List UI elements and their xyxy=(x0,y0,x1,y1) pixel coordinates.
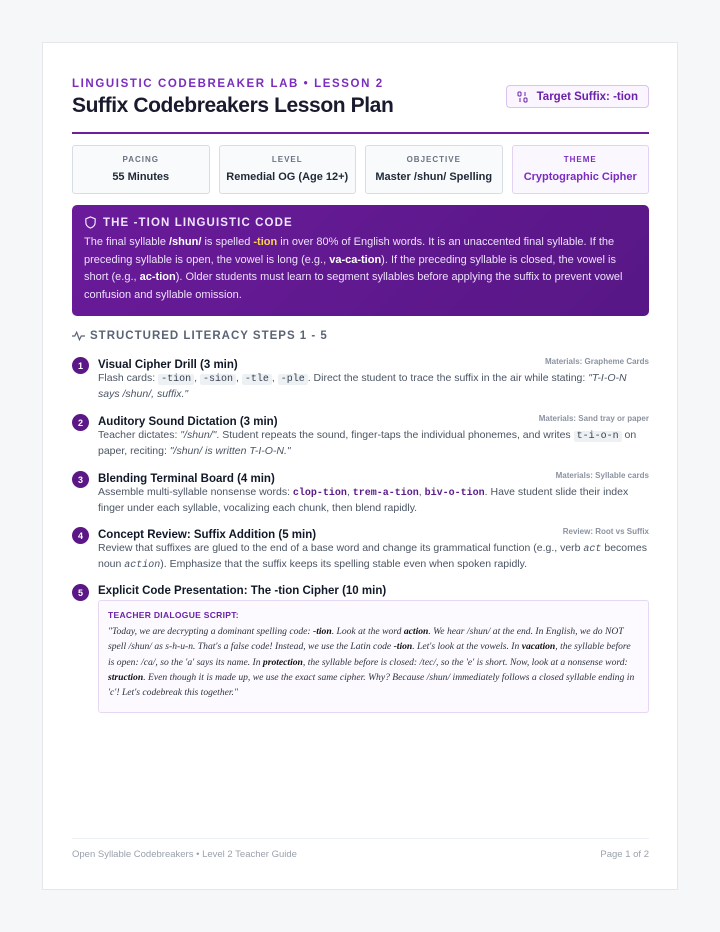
step-text: . Student repeats the sound, finger-taps the individual phonemes, and writes xyxy=(216,429,574,441)
meta-value: Remedial OG (Age 12+) xyxy=(226,171,349,183)
step-text: ). Emphasize that the suffix keeps its spelling stable even when spoken rapidly. xyxy=(160,558,528,570)
meta-card-level xyxy=(219,145,357,194)
step-body xyxy=(98,485,649,516)
callout-vacation: va-ca-tion xyxy=(329,253,382,266)
dialogue-emphasis: struction xyxy=(108,671,144,683)
callout-text: is spelled xyxy=(201,236,254,248)
step-number: 5 xyxy=(72,584,89,601)
shield-icon xyxy=(84,216,97,229)
callout-text: ). If the preceding syllable is closed, the vowel is short (e.g., xyxy=(84,253,616,283)
nonsense-word: trem-a-tion xyxy=(352,488,419,499)
step-4 xyxy=(72,525,649,569)
meta-label: THEME xyxy=(563,155,597,164)
step-3 xyxy=(72,469,649,513)
steps-heading-label: STRUCTURED LITERACY STEPS 1 - 5 xyxy=(90,330,328,342)
meta-card-pacing xyxy=(72,145,210,194)
step-materials: Review: Root vs Suffix xyxy=(562,527,649,536)
step-text: Review that suffixes are glued to the end of a base word and change its grammatical function (e.g., verb xyxy=(98,542,584,554)
step-quote: "/shun/" xyxy=(180,429,217,441)
callout-text: in over 80% of English words. It is an unaccented final syllable. If the preceding syllable is open, the vowel is long (e.g., xyxy=(84,236,615,266)
step-header xyxy=(98,581,649,597)
step-title: Blending Terminal Board (4 min) xyxy=(98,473,275,485)
meta-label: OBJECTIVE xyxy=(406,155,461,164)
step-5 xyxy=(72,581,649,721)
spelling-chip: t-i-o-n xyxy=(574,431,622,442)
dialogue-text: , the syllable before is closed: /tec/, so the 'e' is short. Now, look at a nonsense word: xyxy=(302,656,628,668)
step-text: . Direct the student to trace the suffix in the air while stating: xyxy=(307,372,589,384)
callout-heading: THE -TION LINGUISTIC CODE xyxy=(103,216,293,229)
dialogue-text: . Even though it is made up, we use the exact same cipher. Why? Because /shun/ immediately follows a closed syllable ending in 'c'! Let's codebreak this together." xyxy=(108,671,635,699)
step-text: on paper, reciting: xyxy=(98,429,637,457)
step-2 xyxy=(72,412,649,456)
step-materials: Materials: Grapheme Cards xyxy=(544,357,649,366)
steps-section-heading xyxy=(72,330,328,342)
target-suffix-label: Target Suffix: -tion xyxy=(536,90,638,103)
nonsense-word: clop-tion xyxy=(292,488,347,499)
step-text: Teacher dictates: xyxy=(98,429,181,441)
header-divider xyxy=(72,132,649,134)
separator: , xyxy=(346,486,353,498)
page-title: Suffix Codebreakers Lesson Plan xyxy=(72,94,394,117)
callout-heading-row xyxy=(84,216,637,229)
step-quote: "/shun/ is written T-I-O-N." xyxy=(169,445,291,457)
step-body xyxy=(98,541,649,573)
step-number: 1 xyxy=(72,357,89,374)
step-body xyxy=(98,428,649,459)
dialogue-emphasis: -tion xyxy=(313,626,332,637)
footer-guide-title: Open Syllable Codebreakers • Level 2 Teacher Guide xyxy=(72,849,297,860)
step-title: Concept Review: Suffix Addition (5 min) xyxy=(98,529,317,541)
dialogue-text: . Look at the word xyxy=(331,626,404,637)
meta-label: PACING xyxy=(122,155,160,164)
step-number: 4 xyxy=(72,527,89,544)
separator: , xyxy=(194,372,200,384)
dialogue-text: . We hear /shun/ at the end. In English, we do NOT spell /shun/ as s-h-u-n. That's a false code! Instead, we use the Latin code xyxy=(108,626,624,653)
dialogue-emphasis: protection xyxy=(262,656,303,668)
step-materials: Materials: Syllable cards xyxy=(555,471,649,480)
step-quote: "T-I-O-N says /shun/, suffix." xyxy=(98,372,627,400)
binary-code-icon xyxy=(517,91,529,103)
suffix-chip: -ple xyxy=(278,374,308,385)
suffix-chip: -sion xyxy=(200,374,236,385)
callout-text: ). Older students must learn to segment syllables before applying the suffix to prevent vowel confusion and syllable omission. xyxy=(84,271,623,301)
step-body xyxy=(98,371,649,402)
suffix-chip: -tle xyxy=(242,374,272,385)
target-suffix-badge xyxy=(506,85,649,108)
page-number: Page 1 of 2 xyxy=(600,849,649,860)
dialogue-emphasis: vacation xyxy=(521,641,556,653)
step-header xyxy=(98,525,649,541)
nonsense-word: biv-o-tion xyxy=(424,488,485,499)
suffix-chip: -tion xyxy=(158,374,194,385)
separator: , xyxy=(418,486,425,498)
separator: , xyxy=(235,372,242,384)
step-header xyxy=(98,412,649,428)
example-word: action xyxy=(124,560,161,571)
meta-card-theme xyxy=(512,145,650,194)
dialogue-script xyxy=(108,624,639,700)
dialogue-text: , the syllable before is open: /ca/, so the 'a' says its name. In xyxy=(108,641,631,668)
teacher-dialogue-box xyxy=(98,600,649,713)
tion-code-callout xyxy=(72,205,649,316)
separator: , xyxy=(271,372,278,384)
lesson-eyebrow: LINGUISTIC CODEBREAKER LAB • LESSON 2 xyxy=(72,78,384,90)
step-text: . Have student slide their index finger under each syllable, vocalizing each chunk, then blend rapidly. xyxy=(98,486,629,514)
step-1 xyxy=(72,355,649,399)
step-text: Flash cards: xyxy=(98,372,159,384)
meta-card-objective xyxy=(365,145,503,194)
pulse-icon xyxy=(72,330,85,342)
callout-action: ac-tion xyxy=(139,271,176,283)
step-title: Auditory Sound Dictation (3 min) xyxy=(98,416,278,428)
callout-body xyxy=(84,234,637,304)
example-word: act xyxy=(583,544,602,555)
step-header xyxy=(98,355,649,371)
meta-label: LEVEL xyxy=(271,155,303,164)
dialogue-label: TEACHER DIALOGUE SCRIPT: xyxy=(108,610,239,620)
page-content xyxy=(72,43,649,889)
callout-text: The final syllable xyxy=(84,236,169,248)
step-title: Explicit Code Presentation: The -tion Cipher (10 min) xyxy=(98,585,387,597)
lesson-meta-row xyxy=(72,145,649,194)
dialogue-text: "Today, we are decrypting a dominant spelling code: xyxy=(108,626,314,637)
meta-value: Cryptographic Cipher xyxy=(523,171,637,183)
step-text: Assemble multi-syllable nonsense words: xyxy=(98,486,293,498)
document-page xyxy=(42,42,678,890)
meta-value: 55 Minutes xyxy=(112,171,170,183)
step-text: becomes noun xyxy=(98,542,647,570)
step-materials: Materials: Sand tray or paper xyxy=(538,414,649,423)
footer-divider xyxy=(72,838,649,839)
step-number: 3 xyxy=(72,471,89,488)
step-title: Visual Cipher Drill (3 min) xyxy=(98,359,238,371)
dialogue-emphasis: -tion xyxy=(393,641,413,653)
step-number: 2 xyxy=(72,414,89,431)
meta-value: Master /shun/ Spelling xyxy=(375,171,493,183)
dialogue-emphasis: action xyxy=(403,626,429,637)
callout-shun: /shun/ xyxy=(169,236,202,248)
step-header xyxy=(98,469,649,485)
dialogue-text: . Let's look at the vowels. In xyxy=(412,641,522,653)
callout-tion-highlight: -tion xyxy=(253,236,278,248)
